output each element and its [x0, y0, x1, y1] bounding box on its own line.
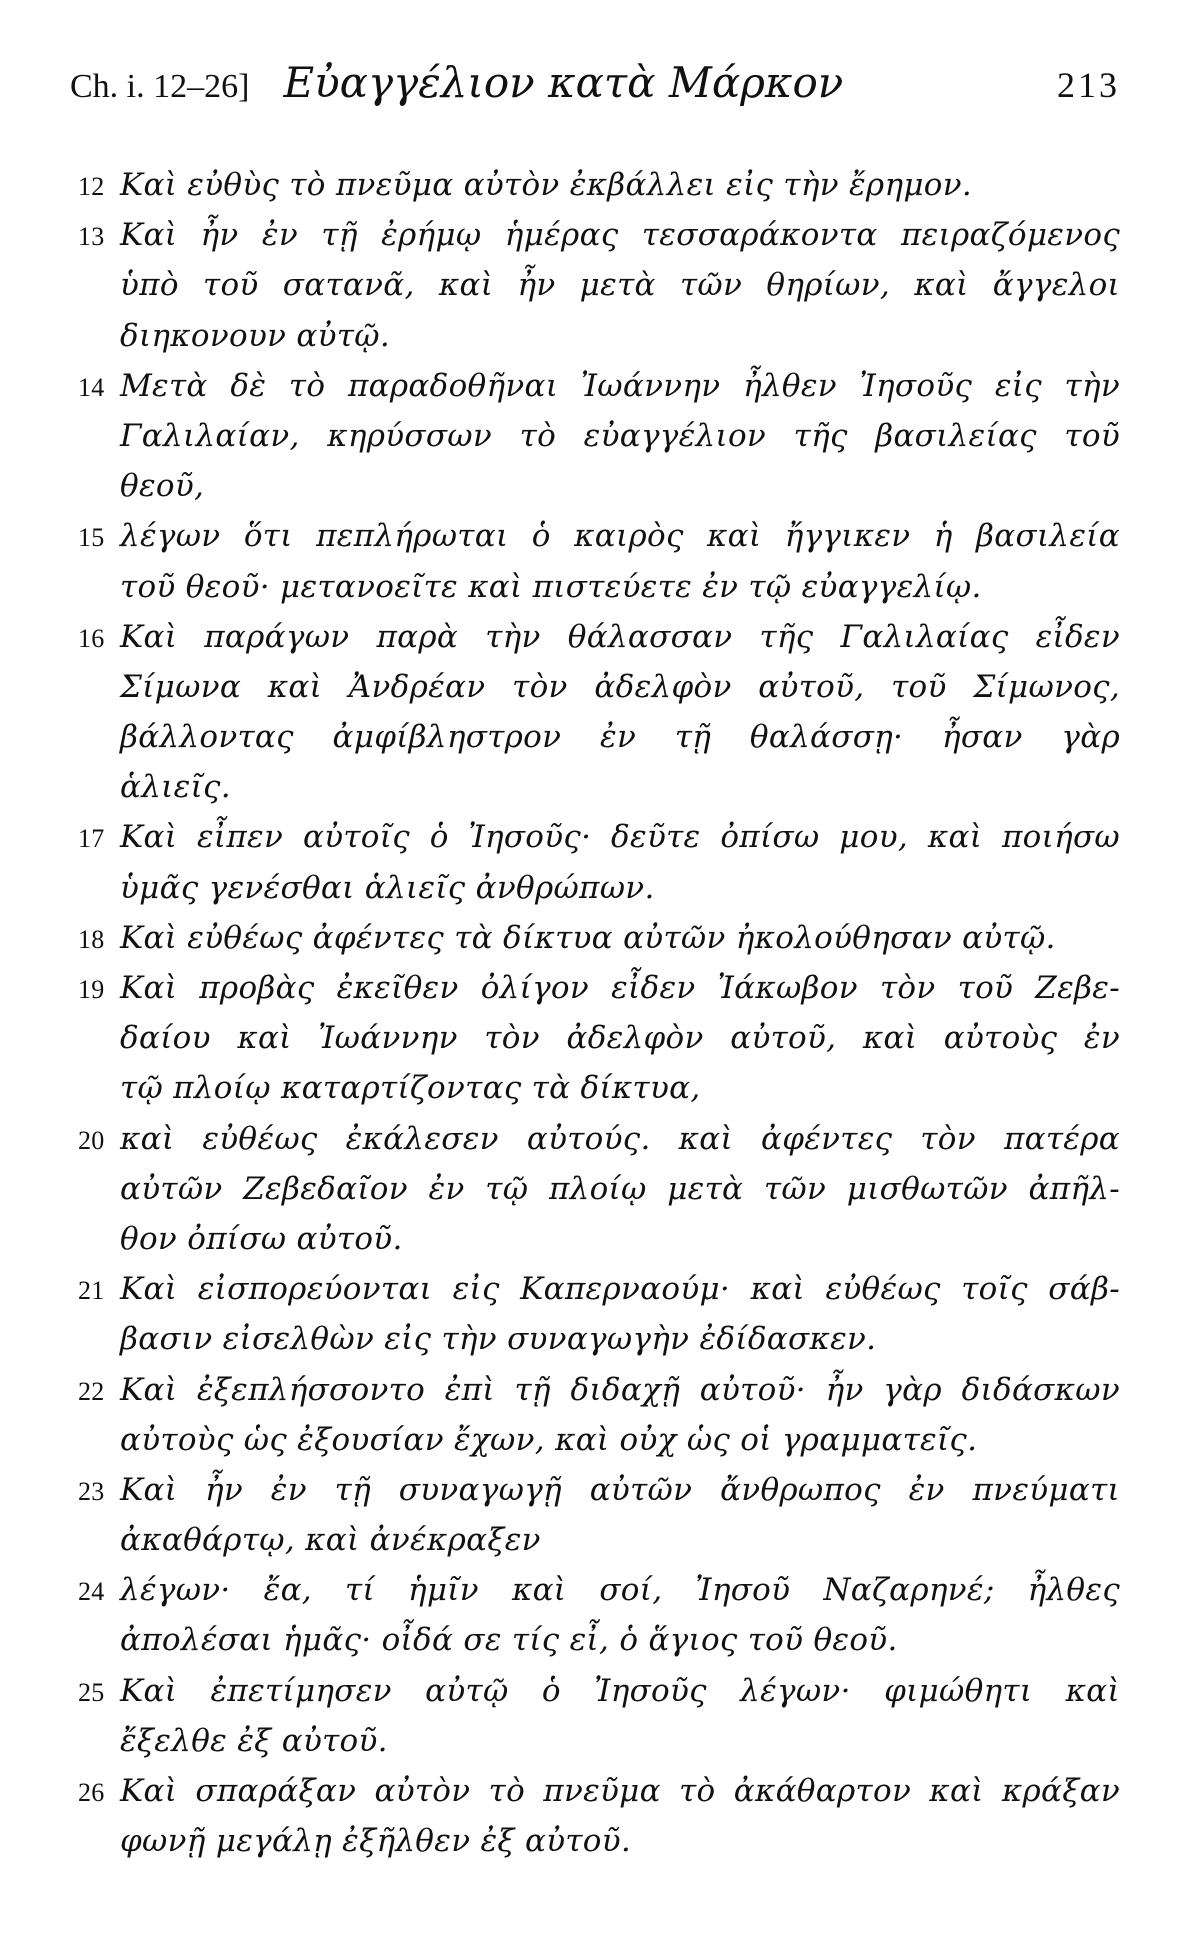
verse-text: θεοῦ, — [120, 468, 205, 505]
verse-continuation-line — [78, 863, 1120, 913]
verse-continuation-line — [78, 562, 1120, 612]
verse-number: 24 — [78, 1577, 105, 1607]
verse-text: Καὶ εὐθὺς τὸ πνεῦμα αὐτὸν ἐκβάλλει εἰς τὴν ἔρημον. — [120, 167, 973, 203]
verse-number: 21 — [78, 1276, 105, 1306]
verse-text: ἁλιεῖς. — [120, 769, 231, 806]
verse-text: Καὶ παράγων παρὰ τὴν θάλασσαν τῆς Γαλιλαίας εἶδεν — [120, 618, 1120, 655]
verse-continuation-line — [78, 461, 1120, 511]
verse-text: Σίμωνα καὶ Ἀνδρέαν τὸν ἀδελφὸν αὐτοῦ, τοῦ Σίμωνος, — [120, 668, 1120, 705]
verse-first-line — [78, 1114, 1120, 1164]
verse-text: διηκονουν αὐτῷ. — [120, 317, 390, 354]
verse-text: Καὶ εἶπεν αὐτοῖς ὁ Ἰησοῦς· δεῦτε ὀπίσω μου, καὶ ποιήσω — [120, 819, 1120, 856]
verse-number: 18 — [78, 924, 105, 954]
verse-number: 25 — [78, 1677, 105, 1707]
verse-text: βάλλοντας ἀμφίβληστρον ἐν τῇ θαλάσσῃ· ἦσαν γὰρ — [120, 719, 1120, 756]
verse-text: θον ὀπίσω αὐτοῦ. — [120, 1220, 403, 1257]
verse-text: Καὶ σπαράξαν αὐτὸν τὸ πνεῦμα τὸ ἀκάθαρτον καὶ κράξαν — [120, 1773, 1120, 1809]
verse-text: Γαλιλαίαν, κηρύσσων τὸ εὐαγγέλιον τῆς βασιλείας τοῦ — [120, 417, 1120, 454]
verse-text: τῷ πλοίῳ καταρτίζοντας τὰ δίκτυα, — [120, 1070, 701, 1107]
verse-continuation-line — [78, 662, 1120, 712]
verse-text: φωνῇ μεγάλῃ ἐξῆλθεν ἐξ αὐτοῦ. — [120, 1823, 632, 1860]
verse-text: Μετὰ δὲ τὸ παραδοθῆναι Ἰωάννην ἦλθεν Ἰησοῦς εἰς τὴν — [120, 367, 1120, 404]
verse-continuation-line — [78, 1615, 1120, 1665]
verse-continuation-line — [78, 1716, 1120, 1766]
verse-number: 23 — [78, 1476, 105, 1506]
verse-text: ἀκαθάρτῳ, καὶ ἀνέκραξεν — [120, 1522, 541, 1559]
verse-continuation-line — [78, 260, 1120, 310]
verse-continuation-line — [78, 762, 1120, 812]
verse-text: ἔξελθε ἐξ αὐτοῦ. — [120, 1722, 388, 1759]
verse-text: καὶ εὐθέως ἐκάλεσεν αὐτούς. καὶ ἀφέντες τὸν πατέρα — [120, 1120, 1120, 1157]
verse-first-line — [78, 1264, 1120, 1314]
verse-text: βασιν εἰσελθὼν εἰς τὴν συναγωγὴν ἐδίδασκεν. — [120, 1321, 877, 1358]
verse-number: 19 — [78, 975, 105, 1004]
verse-number: 12 — [78, 172, 105, 201]
verse-first-line — [78, 1465, 1120, 1515]
verse-number: 13 — [78, 222, 105, 252]
verse-number: 17 — [78, 824, 105, 854]
running-head — [70, 58, 1120, 118]
verse-first-line — [78, 1666, 1120, 1716]
verse-first-line — [78, 812, 1120, 862]
verse-text: αὐτῶν Ζεβεδαῖον ἐν τῷ πλοίῳ μετὰ τῶν μισθωτῶν ἀπῆλ- — [120, 1170, 1120, 1207]
book-title: Εὐαγγέλιον κατὰ Μάρκον — [283, 58, 844, 107]
verse-first-line — [78, 913, 1120, 963]
verse-text: λέγων ὅτι πεπλήρωται ὁ καιρὸς καὶ ἤγγικεν ἡ βασιλεία — [120, 518, 1120, 555]
verse-number: 22 — [78, 1376, 105, 1406]
verse-text: Καὶ εἰσπορεύονται εἰς Καπερναούμ· καὶ εὐθέως τοῖς σάβ- — [120, 1271, 1120, 1308]
verse-first-line — [78, 1365, 1120, 1415]
page-number: 213 — [1057, 65, 1120, 105]
verse-continuation-line — [78, 411, 1120, 461]
verse-continuation-line — [78, 1314, 1120, 1364]
verse-text: Καὶ προβὰς ἐκεῖθεν ὀλίγον εἶδεν Ἰάκωβον τὸν τοῦ Ζεβε- — [120, 970, 1120, 1006]
verse-first-line — [78, 511, 1120, 561]
verse-continuation-line — [78, 1214, 1120, 1264]
verse-continuation-line — [78, 1816, 1120, 1866]
verse-text: τοῦ θεοῦ· μετανοεῖτε καὶ πιστεύετε ἐν τῷ εὐαγγελίῳ. — [120, 568, 982, 605]
verse-number: 26 — [78, 1778, 105, 1807]
verse-continuation-line — [78, 1515, 1120, 1565]
verse-continuation-line — [78, 1415, 1120, 1465]
verse-continuation-line — [78, 712, 1120, 762]
verse-text: δαίου καὶ Ἰωάννην τὸν ἀδελφὸν αὐτοῦ, καὶ αὐτοὺς ἐν — [120, 1020, 1120, 1057]
verse-text: Καὶ ἐξεπλήσσοντο ἐπὶ τῇ διδαχῇ αὐτοῦ· ἦν γὰρ διδάσκων — [120, 1371, 1120, 1408]
verse-continuation-line — [78, 1063, 1120, 1113]
verse-first-line — [78, 612, 1120, 662]
verse-first-line — [78, 1565, 1120, 1615]
verse-number: 14 — [78, 372, 105, 402]
verse-text: ὑμᾶς γενέσθαι ἁλιεῖς ἀνθρώπων. — [120, 869, 655, 906]
verse-number: 15 — [78, 523, 105, 553]
verse-first-line — [78, 160, 1120, 210]
verse-number: 16 — [78, 623, 105, 653]
verse-continuation-line — [78, 1013, 1120, 1063]
verse-list — [78, 160, 1120, 1866]
verse-text: Καὶ ἦν ἐν τῇ ἐρήμῳ ἡμέρας τεσσαράκοντα πειραζόμενος — [120, 217, 1120, 254]
verse-continuation-line — [78, 311, 1120, 361]
verse-first-line — [78, 210, 1120, 260]
verse-continuation-line — [78, 1164, 1120, 1214]
verse-text: Καὶ εὐθέως ἀφέντες τὰ δίκτυα αὐτῶν ἠκολούθησαν αὐτῷ. — [120, 919, 1056, 956]
verse-first-line — [78, 963, 1120, 1013]
verse-first-line — [78, 1766, 1120, 1816]
verse-number: 20 — [78, 1125, 105, 1155]
verse-text: ὑπὸ τοῦ σατανᾶ, καὶ ἦν μετὰ τῶν θηρίων, καὶ ἄγγελοι — [120, 267, 1120, 304]
verse-text: Καὶ ἦν ἐν τῇ συναγωγῇ αὐτῶν ἄνθρωπος ἐν πνεύματι — [120, 1471, 1120, 1508]
verse-text: Καὶ ἐπετίμησεν αὐτῷ ὁ Ἰησοῦς λέγων· φιμώθητι καὶ — [120, 1672, 1120, 1709]
verse-text: αὐτοὺς ὡς ἐξουσίαν ἔχων, καὶ οὐχ ὡς οἱ γραμματεῖς. — [120, 1421, 978, 1458]
verse-text: ἀπολέσαι ἡμᾶς· οἶδά σε τίς εἶ, ὁ ἅγιος τοῦ θεοῦ. — [120, 1622, 898, 1659]
verse-text: λέγων· ἔα, τί ἡμῖν καὶ σοί, Ἰησοῦ Ναζαρηνέ; ἦλθες — [120, 1572, 1120, 1609]
chapter-reference: Ch. i. 12–26] — [70, 68, 250, 105]
verse-first-line — [78, 361, 1120, 411]
